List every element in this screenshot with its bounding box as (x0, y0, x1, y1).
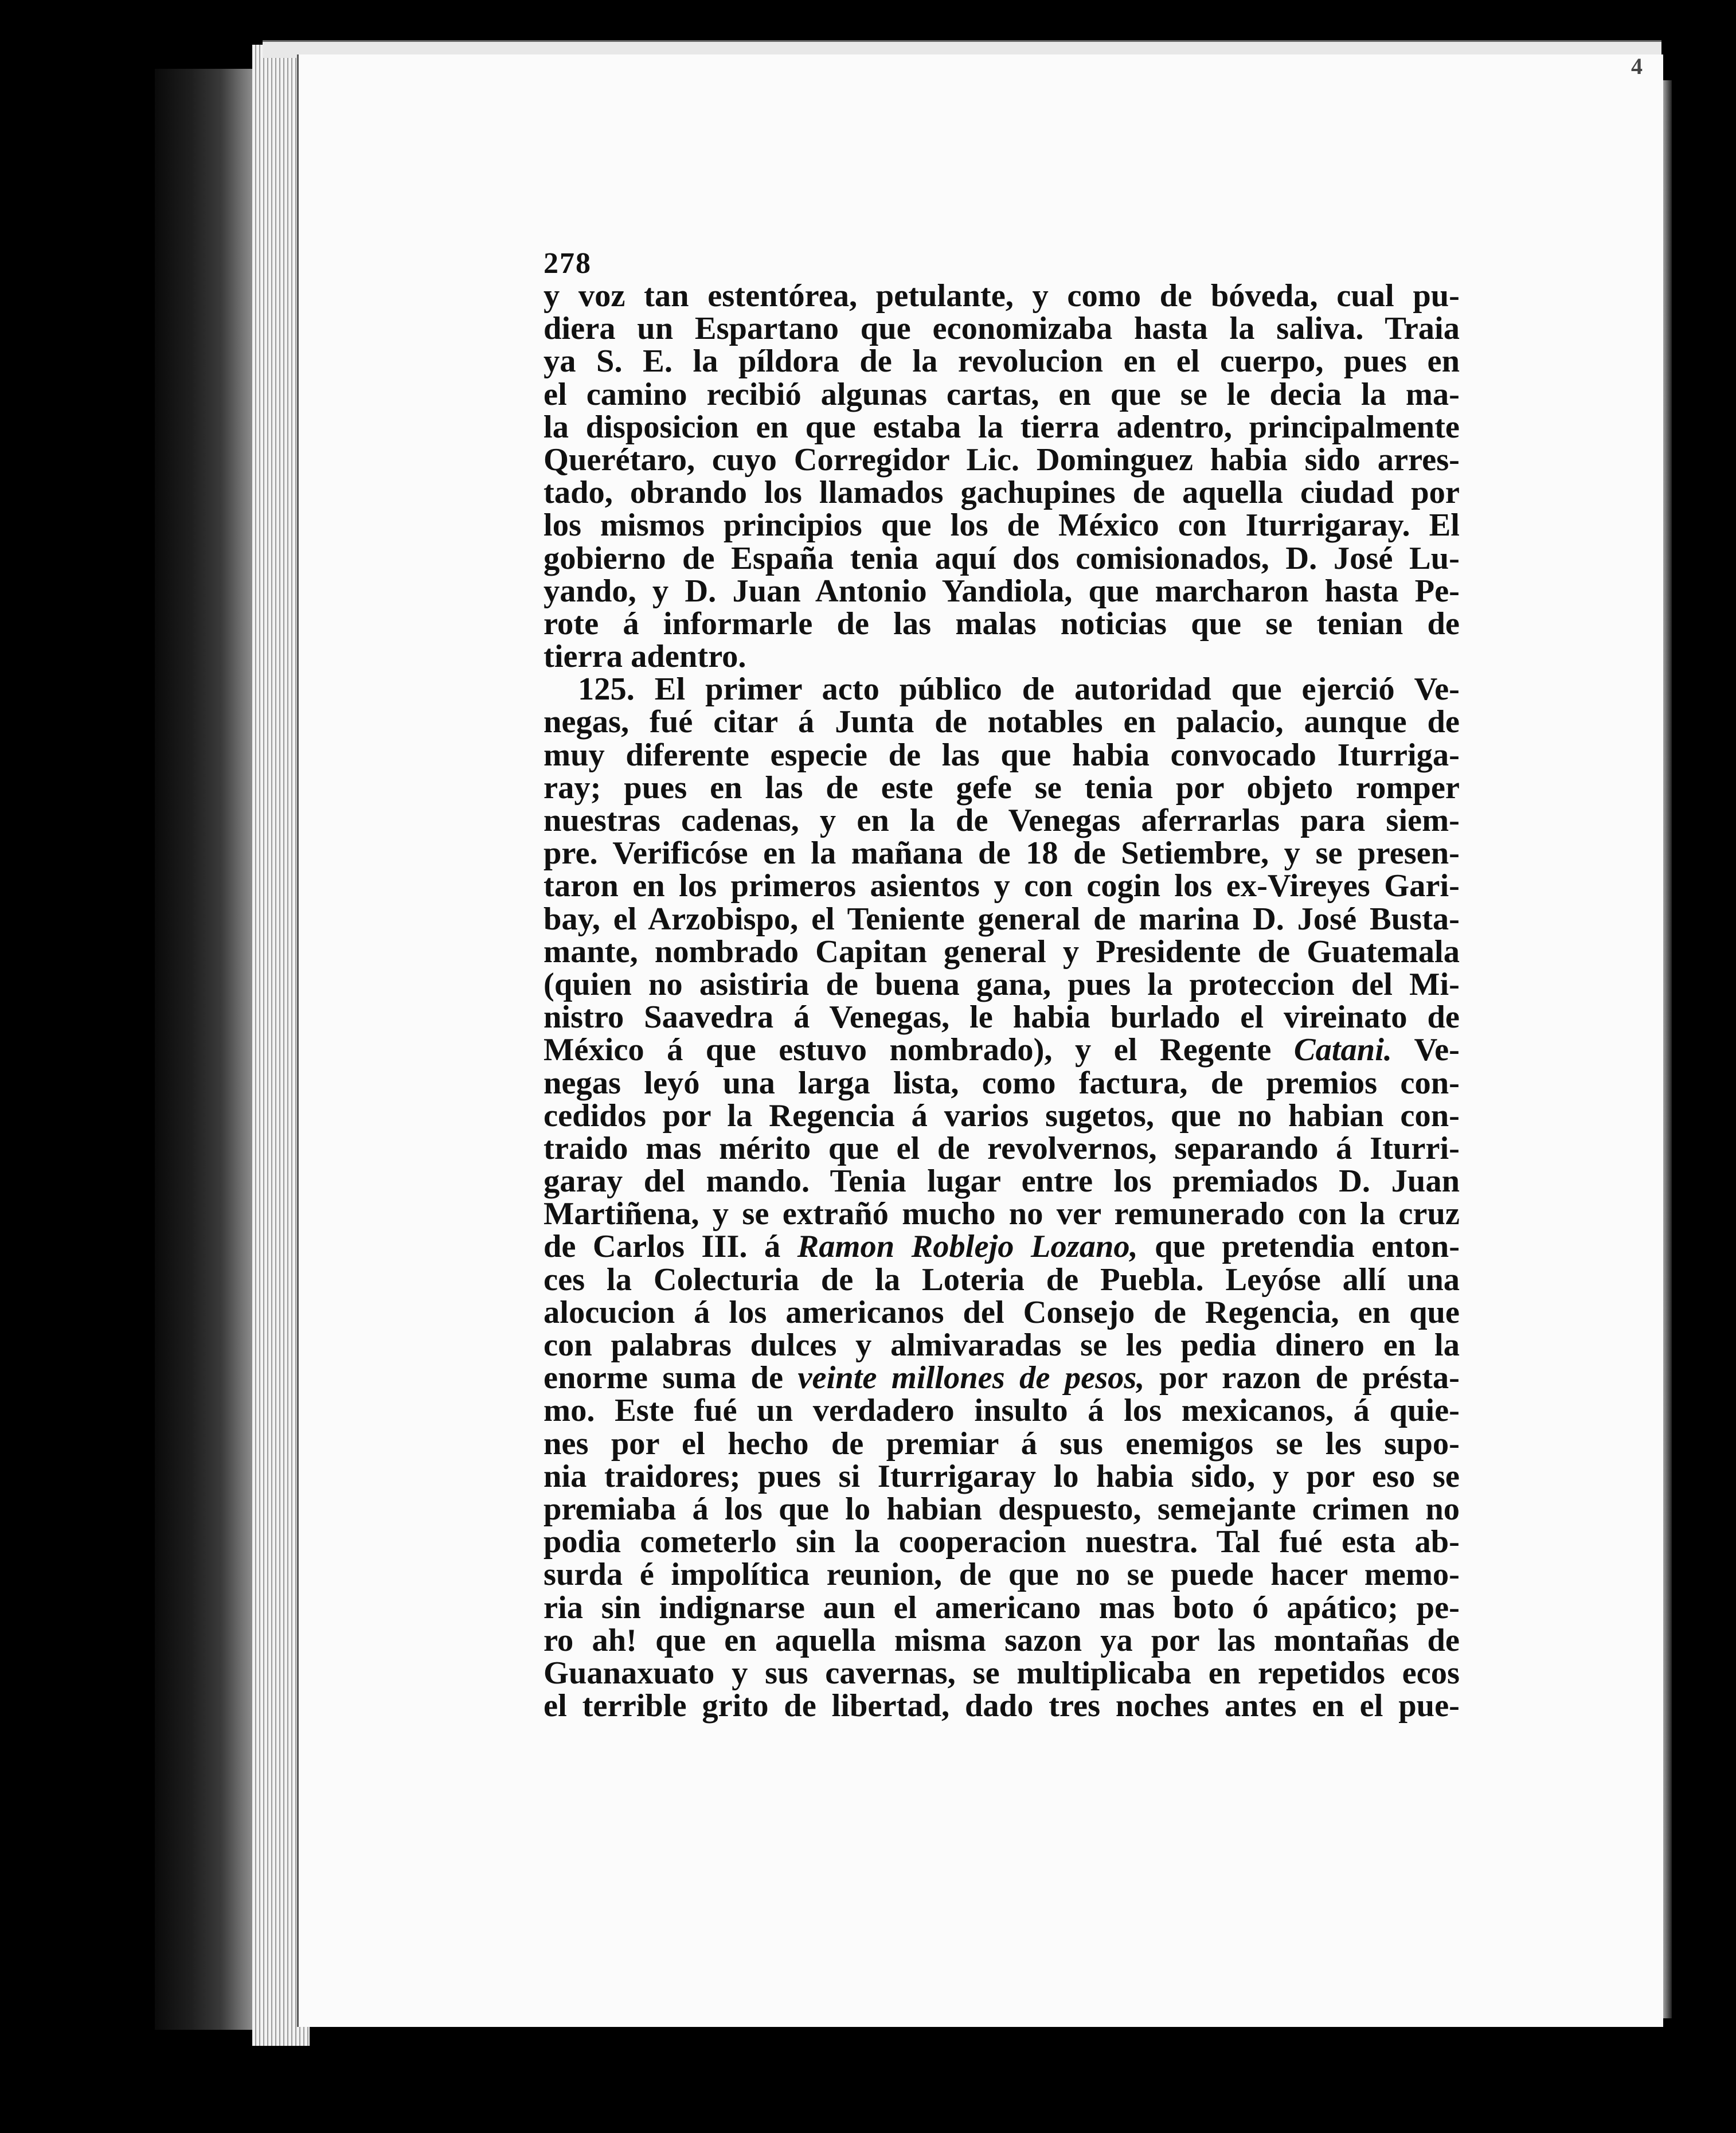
text-line: nuestras cadenas, y en la de Venegas aferrarlas para siem- (544, 803, 1460, 838)
text-line: negas leyó una larga lista, como factura, de premios con- (544, 1065, 1460, 1101)
text-line: alocucion á los americanos del Consejo de Regencia, en que (544, 1294, 1460, 1330)
text-line: yando, y D. Juan Antonio Yandiola, que marcharon hasta Pe- (544, 573, 1460, 609)
text-line: nia traidores; pues si Iturrigaray lo habia sido, y por eso se (544, 1458, 1460, 1494)
text-line: muy diferente especie de las que habia convocado Iturriga- (544, 737, 1460, 773)
text-line: nes por el hecho de premiar á sus enemigos se les supo- (544, 1425, 1460, 1462)
text-line: garay del mando. Tenia lugar entre los premiados D. Juan (544, 1163, 1460, 1200)
text-line: mo. Este fué un verdadero insulto á los mexicanos, á quie- (544, 1393, 1460, 1429)
text-segment: que pretendia enton- (1137, 1229, 1460, 1265)
text-line: el camino recibió algunas cartas, en que se le decia la ma- (544, 376, 1460, 412)
text-line (544, 1034, 1460, 1066)
text-line: bay, el Arzobispo, el Teniente general de marina D. José Busta- (544, 901, 1460, 937)
corner-mark: 4 (1631, 53, 1643, 79)
text-line: el terrible grito de libertad, dado tres noches antes en el pue- (544, 1688, 1460, 1724)
text-line: ya S. E. la píldora de la revolucion en el cuerpo, pues en (544, 343, 1460, 380)
text-line: Martiñena, y se extrañó mucho no ver remunerado con la cruz (544, 1196, 1460, 1232)
text-line: Querétaro, cuyo Corregidor Lic. Dominguez habia sido arres- (544, 442, 1460, 478)
text-line: y voz tan estentórea, petulante, y como de bóveda, cual pu- (544, 278, 1460, 314)
text-line: 125. El primer acto público de autoridad que ejerció Ve- (578, 671, 1460, 708)
body-text (544, 280, 1460, 1722)
text-line: premiaba á los que lo habian despuesto, semejante crimen no (544, 1491, 1460, 1527)
text-line: cedidos por la Regencia á varios sugetos, que no habian con- (544, 1097, 1460, 1134)
text-line: diera un Espartano que economizaba hasta la saliva. Traia (544, 311, 1460, 347)
text-line: taron en los primeros asientos y con cogin los ex-Vireyes Gari- (544, 868, 1460, 904)
text-line (544, 1362, 1460, 1394)
italic-segment: Ramon Roblejo Lozano, (797, 1229, 1138, 1265)
text-line: la disposicion en que estaba la tierra adentro, principalmente (544, 409, 1460, 445)
italic-segment: Catani. (1293, 1032, 1393, 1068)
text-segment: de Carlos III. á (544, 1229, 797, 1265)
text-line: ria sin indignarse aun el americano mas boto ó apático; pe- (544, 1589, 1460, 1626)
text-line: gobierno de España tenia aquí dos comisionados, D. José Lu- (544, 540, 1460, 576)
text-line: los mismos principios que los de México con Iturrigaray. El (544, 507, 1460, 544)
text-line: surda é impolítica reunion, de que no se puede hacer memo- (544, 1557, 1460, 1593)
text-segment: México á que estuvo nombrado), y el Regente (544, 1032, 1294, 1068)
text-line: ces la Colecturia de la Loteria de Puebla. Leyóse allí una (544, 1261, 1460, 1298)
text-line: tado, obrando los llamados gachupines de aquella ciudad por (544, 475, 1460, 511)
text-line: tierra adentro. (544, 639, 746, 675)
text-line: nistro Saavedra á Venegas, le habia burlado el vireinato de (544, 999, 1460, 1036)
italic-segment: veinte millones de pesos, (797, 1360, 1145, 1396)
text-line: ray; pues en las de este gefe se tenia por objeto romper (544, 769, 1460, 806)
text-line: mante, nombrado Capitan general y Presidente de Guatemala (544, 933, 1460, 970)
text-line: traido mas mérito que el de revolvernos, separando á Iturri- (544, 1130, 1460, 1166)
page-number: 278 (544, 247, 592, 280)
text-segment: enorme suma de (544, 1360, 798, 1396)
text-line: (quien no asistiria de buena gana, pues la proteccion del Mi- (544, 966, 1460, 1002)
text-line: con palabras dulces y almivaradas se les pedia dinero en la (544, 1327, 1460, 1363)
text-line: podia cometerlo sin la cooperacion nuestra. Tal fué esta ab- (544, 1524, 1460, 1560)
text-segment: por razon de présta- (1144, 1360, 1460, 1396)
text-line: rote á informarle de las malas noticias que se tenian de (544, 605, 1460, 642)
text-line: negas, fué citar á Junta de notables en palacio, aunque de (544, 704, 1460, 740)
text-line: pre. Verificóse en la mañana de 18 de Setiembre, y se presen- (544, 835, 1460, 872)
text-line: Guanaxuato y sus cavernas, se multiplicaba en repetidos ecos (544, 1655, 1460, 1691)
text-line: ro ah! que en aquella misma sazon ya por las montañas de (544, 1622, 1460, 1658)
text-line (544, 1230, 1460, 1263)
text-segment: Ve- (1392, 1032, 1460, 1068)
